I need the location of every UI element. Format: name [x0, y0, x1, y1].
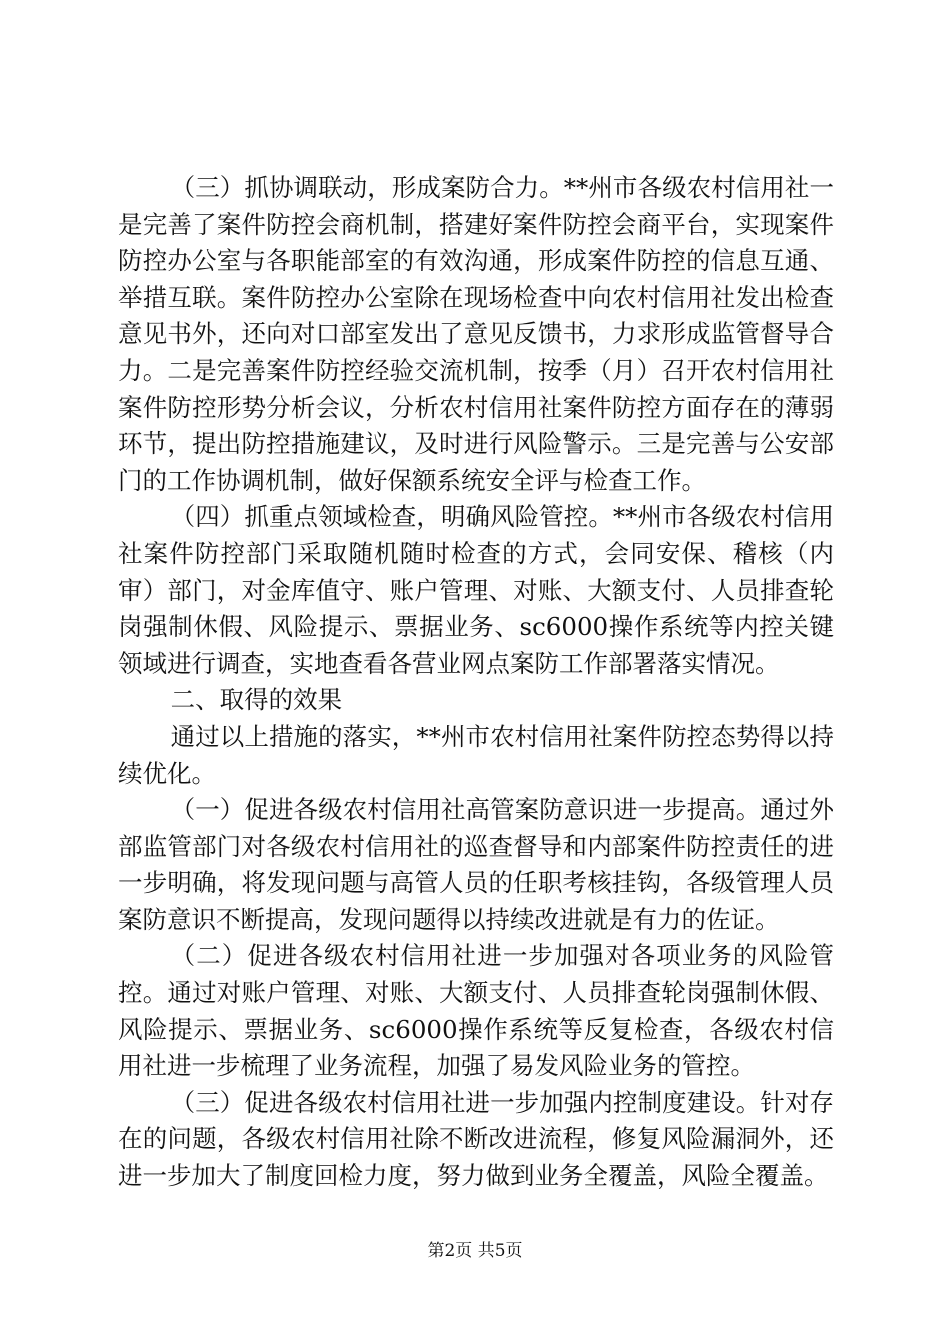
paragraph-coordination: （三）抓协调联动，形成案防合力。**州市各级农村信用社一是完善了案件防控会商机制，搭建好案件防控会商平台，实现案件防控办公室与各职能部室的有效沟通，形成案件防控的信息互通、举措互联。案件防控办公室除在现场检查中向农村信用社发出检查意见书外，还向对口部室发出了意见反馈书，力求形成监管督导合力。二是完善案件防控经验交流机制，按季（月）召开农村信用社案件防控形势分析会议，分析农村信用社案件防控方面存在的薄弱环节，提出防控措施建议，及时进行风险警示。三是完善与公安部门的工作协调机制，做好保额系统安全评与检查工作。 — [118, 173, 834, 495]
document-body — [118, 170, 834, 1195]
page-footer: 第2页 共5页 — [427, 1241, 523, 1261]
paragraph-results-intro: 通过以上措施的落实，**州市农村信用社案件防控态势得以持续优化。 — [118, 721, 834, 788]
paragraph-result-internal-control: （三）促进各级农村信用社进一步加强内控制度建设。针对存在的问题，各级农村信用社除不断改进流程，修复风险漏洞外，还进一步加大了制度回检力度，努力做到业务全覆盖，风险全覆盖。 — [118, 1087, 834, 1191]
section-heading-results: 二、取得的效果 — [170, 685, 343, 715]
paragraph-result-awareness: （一）促进各级农村信用社高管案防意识进一步提高。通过外部监管部门对各级农村信用社的巡查督导和内部案件防控责任的进一步明确，将发现问题与高管人员的任职考核挂钩，各级管理人员案防意识不断提高，发现问题得以持续改进就是有力的佐证。 — [118, 795, 834, 934]
paragraph-result-risk-control: （二）促进各级农村信用社进一步加强对各项业务的风险管控。通过对账户管理、对账、大额支付、人员排查轮岗强制休假、风险提示、票据业务、sc6000操作系统等反复检查，各级农村信用社进一步梳理了业务流程，加强了易发风险业务的管控。 — [118, 941, 834, 1081]
paragraph-key-area-inspection: （四）抓重点领域检查，明确风险管控。**州市各级农村信用社案件防控部门采取随机随时检查的方式，会同安保、稽核（内审）部门，对金库值守、账户管理、对账、大额支付、人员排查轮岗强制休假、风险提示、票据业务、sc6000操作系统等内控关键领域进行调查，实地查看各营业网点案防工作部署落实情况。 — [118, 502, 834, 678]
